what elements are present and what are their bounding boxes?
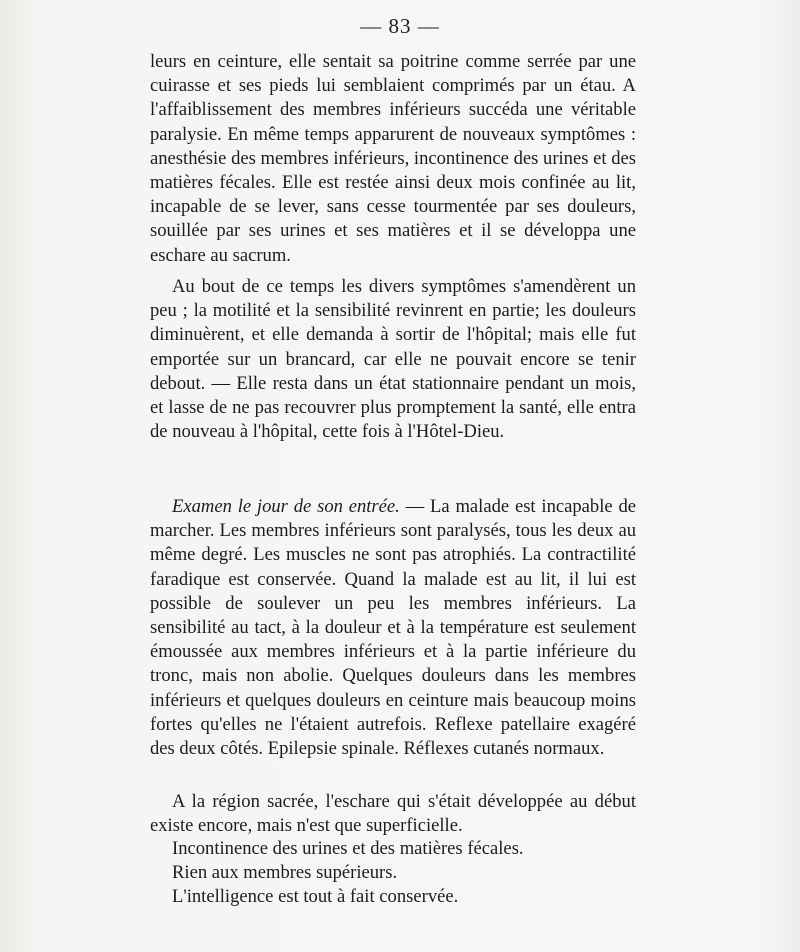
page-number: — 83 — [360, 14, 440, 38]
paragraph-5: Incontinence des urines et des matières fécales. [172, 838, 524, 859]
paragraph-4: A la région sacrée, l'eschare qui s'était développée au début existe encore, mais n'est que superficielle. [150, 791, 636, 837]
paragraph-7: L'intelligence est tout à fait conservée. [172, 886, 459, 907]
paragraph-1: leurs en ceinture, elle sentait sa poitrine comme serrée par une cuirasse et ses pieds lui semblaient comprimés par un étau. A l'affaiblissement des membres inférieurs succéda une véritable paralysie. En même temps apparurent de nouveaux symptômes : anesthésie des membres inférieurs, incontinence des urines et des matières fécales. Elle est restée ainsi deux mois confinée au lit, incapable de se lever, sans cesse tourmentée par ses douleurs, souillée par ses urines et ses matières et il se développa une eschare au sacrum. [150, 51, 636, 266]
exam-text: — La malade est incapable de marcher. Les membres inférieurs sont paralysés, tous les deux au même degré. Les muscles ne sont pas atrophiés. La contractilité faradique est conservée. Quand la malade est au lit, il lui est possible de soulever un peu les membres inférieurs. La sensibilité au tact, à la douleur et à la température est seulement émoussée aux membres inférieurs et à la partie inférieure du tronc, mais non abolie. Quelques douleurs dans les membres inférieurs et quelques douleurs en ceinture mais beaucoup moins fortes qu'elles ne l'étaient autrefois. Reflexe patellaire exagéré des deux côtés. Epilepsie spinale. Réflexes cutanés normaux. [150, 496, 636, 760]
paragraph-3 [150, 495, 636, 761]
exam-heading: Examen le jour de son entrée. [172, 496, 400, 517]
paragraph-2: Au bout de ce temps les divers symptômes s'amendèrent un peu ; la motilité et la sensibilité revinrent en partie; les douleurs diminuèrent, et elle demanda à sortir de l'hôpital; mais elle fut emportée sur un brancard, car elle ne pouvait encore se tenir debout. — Elle resta dans un état stationnaire pendant un mois, et lasse de ne pas recouvrer plus promptement la santé, elle entra de nouveau à l'hôpital, cette fois à l'Hôtel-Dieu. [150, 276, 636, 443]
paragraph-6: Rien aux membres supérieurs. [172, 862, 398, 883]
